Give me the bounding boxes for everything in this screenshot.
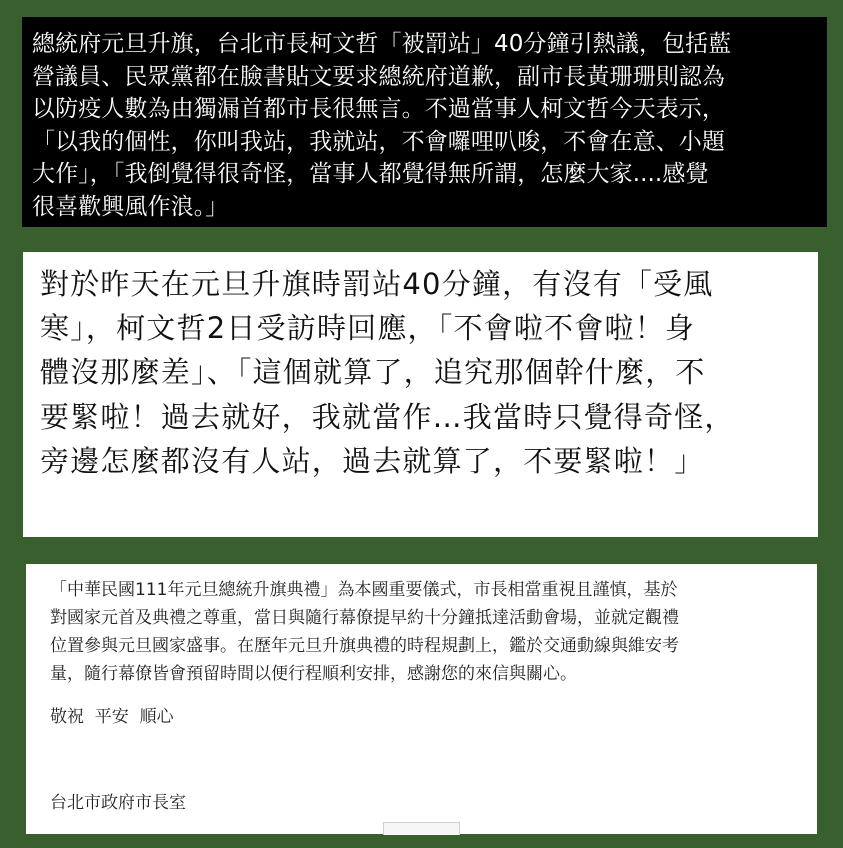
quote-excerpt-line: 體沒那麼差」、「這個就算了，追究那個幹什麼，不 xyxy=(40,355,706,390)
quote-excerpt-line: 對於昨天在元旦升旗時罰站40分鐘，有沒有「受風 xyxy=(40,267,714,301)
official-reply-line: 對國家元首及典禮之尊重，當日與隨行幕僚提早約十分鐘抵達活動會場，並就定觀禮 xyxy=(50,608,679,628)
quote-excerpt-panel xyxy=(23,252,818,537)
quote-excerpt-line: 旁邊怎麼都沒有人站，過去就算了，不要緊啦！」 xyxy=(40,443,705,478)
page-edge-tab xyxy=(383,822,460,835)
reply-signature: 台北市政府市長室 xyxy=(50,793,186,813)
news-excerpt-line: 總統府元旦升旗，台北市長柯文哲「被罰站」40分鐘引熱議，包括藍 xyxy=(32,31,732,57)
news-excerpt-line: 營議員、民眾黨都在臉書貼文要求總統府道歉，副市長黃珊珊則認為 xyxy=(32,63,725,90)
quote-excerpt-line: 寒」，柯文哲2日受訪時回應，「不會啦不會啦！身 xyxy=(40,311,696,346)
official-reply-line: 位置參與元旦國家盛事。在歷年元旦升旗典禮的時程規劃上，鑑於交通動線與維安考 xyxy=(50,636,679,656)
news-excerpt-line: 以防疫人數為由獨漏首都市長很無言。不過當事人柯文哲今天表示， xyxy=(32,96,725,122)
news-excerpt-line: 「以我的個性，你叫我站，我就站，不會囉哩叭唆，不會在意、小題 xyxy=(32,128,725,155)
quote-excerpt-line: 要緊啦！過去就好，我就當作…我當時只覺得奇怪， xyxy=(40,399,735,434)
news-excerpt-line: 大作」，「我倒覺得很奇怪，當事人都覺得無所謂，怎麼大家....感覺 xyxy=(32,161,709,187)
official-reply-line: 量，隨行幕僚皆會預留時間以便行程順利安排，感謝您的來信與關心。 xyxy=(50,664,577,684)
official-reply-panel xyxy=(26,564,817,834)
reply-closing: 敬祝 平安 順心 xyxy=(50,707,174,727)
news-excerpt-panel xyxy=(22,17,827,227)
official-reply-line: 「中華民國111年元旦總統升旗典禮」為本國重要儀式，市長相當重視且謹慎，基於 xyxy=(50,580,678,600)
news-excerpt-line: 很喜歡興風作浪。」 xyxy=(32,193,229,220)
